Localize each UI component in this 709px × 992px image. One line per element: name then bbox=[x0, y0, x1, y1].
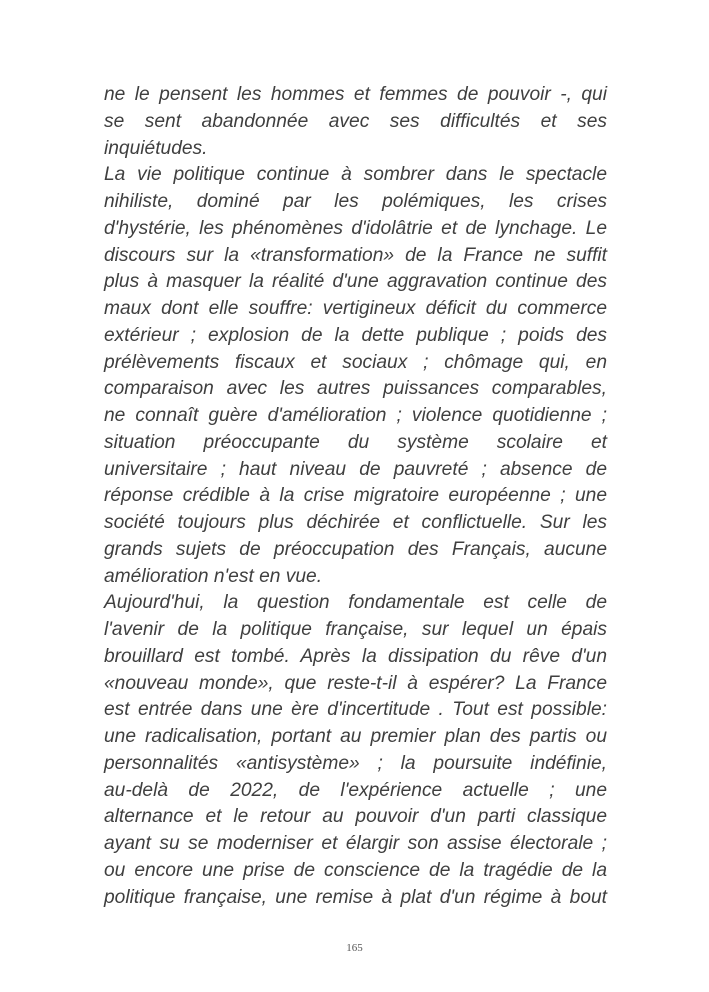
text-line: universitaire ; haut niveau de pauvreté ; absence de bbox=[104, 458, 607, 480]
page-number: 165 bbox=[346, 942, 363, 954]
body-text bbox=[104, 82, 607, 911]
text-line: se sent abandonnée avec ses difficultés et ses bbox=[104, 110, 607, 132]
text-line: politique française, une remise à plat d'un régime à bout bbox=[104, 886, 607, 908]
text-line: extérieur ; explosion de la dette publique ; poids des bbox=[104, 324, 607, 346]
text-line: Aujourd'hui, la question fondamentale est celle de bbox=[104, 592, 607, 614]
text-line: ne le pensent les hommes et femmes de pouvoir -, qui bbox=[104, 84, 607, 105]
text-line: brouillard est tombé. Après la dissipation du rêve d'un bbox=[104, 645, 607, 667]
text-line: maux dont elle souffre: vertigineux déficit du commerce bbox=[104, 298, 607, 319]
text-line: est entrée dans une ère d'incertitude . Tout est possible: bbox=[104, 699, 607, 721]
text-line: ou encore une prise de conscience de la tragédie de la bbox=[104, 859, 607, 881]
text-line: discours sur la «transformation» de la France ne suffit bbox=[104, 244, 607, 266]
text-line: réponse crédible à la crise migratoire européenne ; une bbox=[104, 485, 607, 507]
text-line: La vie politique continue à sombrer dans le spectacle bbox=[104, 164, 607, 186]
text-line: société toujours plus déchirée et conflictuelle. Sur les bbox=[104, 512, 607, 533]
text-line: prélèvements fiscaux et sociaux ; chômage qui, en bbox=[104, 351, 607, 373]
text-line: nihiliste, dominé par les polémiques, les crises bbox=[104, 191, 607, 212]
text-line: ne connaît guère d'amélioration ; violence quotidienne ; bbox=[104, 405, 607, 426]
text-line: amélioration n'est en vue. bbox=[104, 565, 323, 587]
text-line: grands sujets de préoccupation des Français, aucune bbox=[104, 538, 607, 560]
text-line: alternance et le retour au pouvoir d'un parti classique bbox=[104, 806, 607, 828]
text-line: au-delà de 2022, de l'expérience actuelle ; une bbox=[104, 779, 607, 801]
text-line: d'hystérie, les phénomènes d'idolâtrie et de lynchage. Le bbox=[104, 217, 607, 239]
text-line: une radicalisation, portant au premier plan des partis ou bbox=[104, 726, 607, 747]
text-line: personnalités «antisystème» ; la poursuite indéfinie, bbox=[104, 752, 607, 774]
text-line: ayant su se moderniser et élargir son assise électorale ; bbox=[104, 833, 607, 854]
text-line: plus à masquer la réalité d'une aggravation continue des bbox=[104, 271, 607, 293]
text-line: situation préoccupante du système scolaire et bbox=[104, 431, 607, 453]
text-line: l'avenir de la politique française, sur lequel un épais bbox=[104, 619, 607, 640]
text-line: inquiétudes. bbox=[104, 137, 208, 159]
text-line: comparaison avec les autres puissances comparables, bbox=[104, 378, 607, 400]
text-line: «nouveau monde», que reste-t-il à espérer? La France bbox=[104, 672, 607, 694]
